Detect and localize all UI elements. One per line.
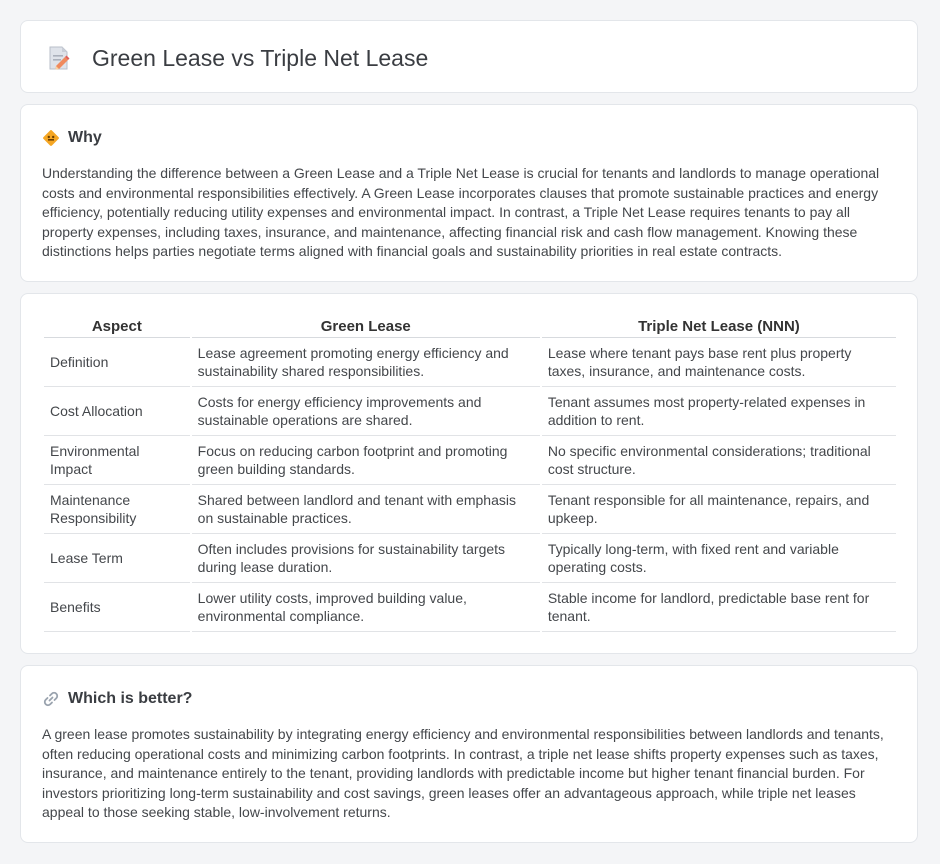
aspect-cell: Benefits xyxy=(44,583,190,632)
green-lease-cell: Often includes provisions for sustainability targets during lease duration. xyxy=(192,534,540,583)
column-header-triple-net-lease: Triple Net Lease (NNN) xyxy=(542,316,896,338)
column-header-green-lease: Green Lease xyxy=(192,316,540,338)
comparison-section xyxy=(20,293,918,654)
title-card xyxy=(20,20,918,93)
triple-net-lease-cell: Lease where tenant pays base rent plus property taxes, insurance, and maintenance costs. xyxy=(542,338,896,387)
document-edit-icon xyxy=(47,45,71,71)
aspect-cell: Definition xyxy=(44,338,190,387)
aspect-cell: Cost Allocation xyxy=(44,387,190,436)
aspect-cell: Maintenance Responsibility xyxy=(44,485,190,534)
why-heading: Why xyxy=(68,129,102,146)
table-row xyxy=(44,436,896,485)
comparison-table xyxy=(42,316,898,632)
better-heading: Which is better? xyxy=(68,690,193,707)
column-header-aspect: Aspect xyxy=(44,316,190,338)
triple-net-lease-cell: Tenant assumes most property-related expenses in addition to rent. xyxy=(542,387,896,436)
table-row xyxy=(44,485,896,534)
table-row xyxy=(44,534,896,583)
page-title: Green Lease vs Triple Net Lease xyxy=(92,45,429,71)
link-icon xyxy=(42,690,60,708)
green-lease-cell: Focus on reducing carbon footprint and promoting green building standards. xyxy=(192,436,540,485)
which-is-better-section xyxy=(20,665,918,843)
table-header-row xyxy=(44,316,896,338)
aspect-cell: Environmental Impact xyxy=(44,436,190,485)
table-row xyxy=(44,583,896,632)
table-row xyxy=(44,338,896,387)
better-text: A green lease promotes sustainability by integrating energy efficiency and environmental responsibilities between landlords and tenants, often reducing operational costs and minimizing carbon footprints. In contrast, a triple net lease shifts property expenses such as taxes, insurance, and maintenance entirely to the tenant, providing landlords with predictable income but higher tenant financial burden. For investors prioritizing long-term sustainability and cost savings, green leases offer an advantageous approach, while triple net leases appeal to those seeking stable, low-involvement returns. xyxy=(42,726,884,821)
green-lease-cell: Costs for energy efficiency improvements and sustainable operations are shared. xyxy=(192,387,540,436)
why-section xyxy=(20,104,918,282)
triple-net-lease-cell: Tenant responsible for all maintenance, repairs, and upkeep. xyxy=(542,485,896,534)
green-lease-cell: Lower utility costs, improved building value, environmental compliance. xyxy=(192,583,540,632)
why-text: Understanding the difference between a Green Lease and a Triple Net Lease is crucial for tenants and landlords to manage operational costs and environmental responsibilities effectively. A Green Lease incorporates clauses that promote sustainable practices and energy efficiency, potentially reducing utility expenses and environmental impact. In contrast, a Triple Net Lease requires tenants to pay all property expenses, including taxes, insurance, and maintenance, affecting financial risk and cash flow management. Knowing these distinctions helps parties negotiate terms aligned with financial goals and sustainability priorities in real estate contracts. xyxy=(42,165,880,260)
why-heading-row xyxy=(42,127,102,149)
triple-net-lease-cell: No specific environmental considerations; traditional cost structure. xyxy=(542,436,896,485)
triple-net-lease-cell: Typically long-term, with fixed rent and variable operating costs. xyxy=(542,534,896,583)
road-sign-icon xyxy=(42,129,60,147)
aspect-cell: Lease Term xyxy=(44,534,190,583)
green-lease-cell: Shared between landlord and tenant with emphasis on sustainable practices. xyxy=(192,485,540,534)
green-lease-cell: Lease agreement promoting energy efficiency and sustainability shared responsibilities. xyxy=(192,338,540,387)
table-row xyxy=(44,387,896,436)
triple-net-lease-cell: Stable income for landlord, predictable base rent for tenant. xyxy=(542,583,896,632)
better-heading-row xyxy=(42,688,192,710)
